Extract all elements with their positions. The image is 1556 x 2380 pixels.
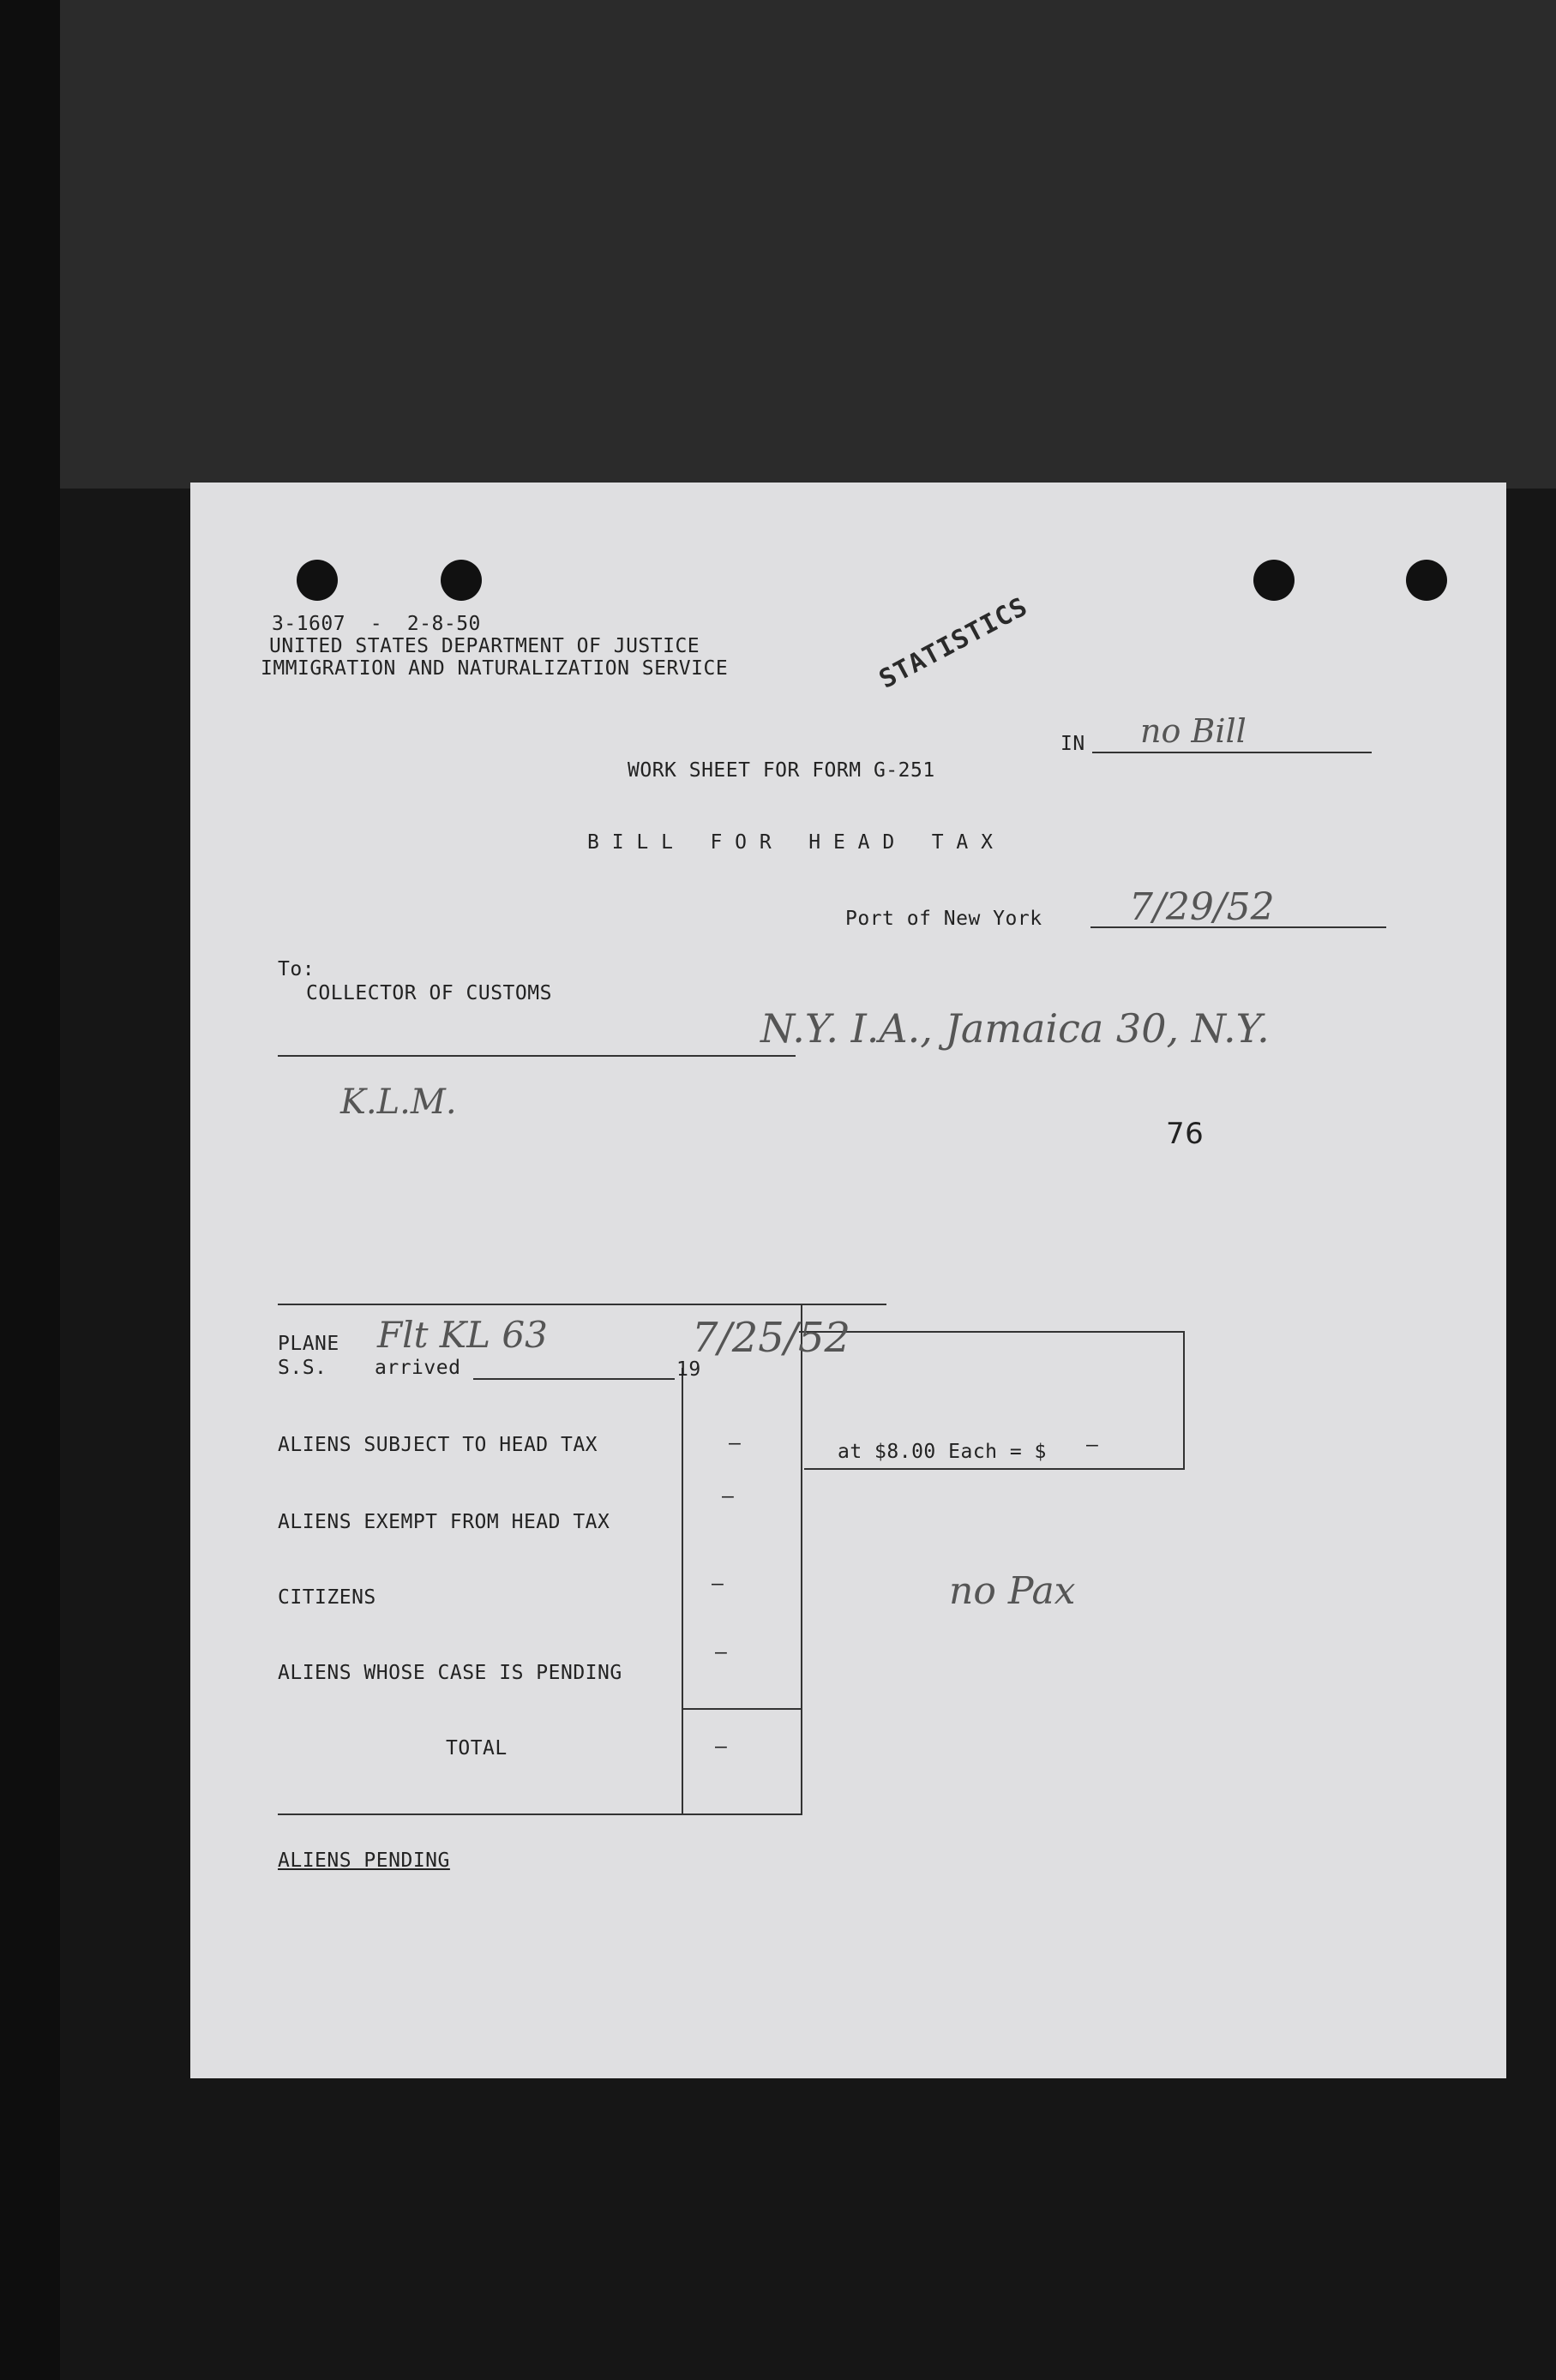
row-value-subject: — (729, 1432, 742, 1454)
punch-hole-2 (441, 560, 482, 601)
form-subtitle: B I L L F O R H E A D T A X (587, 831, 994, 854)
rate-box-right (1183, 1331, 1185, 1468)
form-title: WORK SHEET FOR FORM G-251 (628, 759, 935, 782)
row-label-exempt: ALIENS EXEMPT FROM HEAD TAX (278, 1511, 610, 1533)
value-column-left (682, 1368, 683, 1813)
row-value-citizens: — (712, 1573, 724, 1595)
service-name: IMMIGRATION AND NATURALIZATION SERVICE (261, 657, 729, 680)
punch-hole-1 (297, 560, 338, 601)
plane-label: PLANE (278, 1333, 339, 1355)
punch-hole-3 (1253, 560, 1295, 601)
total-value: — (715, 1736, 728, 1758)
aliens-pending-label: ALIENS PENDING (278, 1849, 450, 1872)
row-label-citizens: CITIZENS (278, 1586, 376, 1609)
row-value-pending: — (715, 1641, 728, 1664)
rate-box-top (799, 1331, 1185, 1333)
in-value: no Bill (1140, 712, 1247, 750)
form-sheet (190, 483, 1506, 2078)
in-label: IN (1060, 733, 1085, 755)
table-bottom-line (278, 1813, 802, 1815)
statistics-stamp: STATISTICS (874, 591, 1033, 695)
number-stamp: 76 (1166, 1117, 1205, 1151)
department-name: UNITED STATES DEPARTMENT OF JUSTICE (269, 635, 700, 657)
row-label-pending: ALIENS WHOSE CASE IS PENDING (278, 1662, 622, 1684)
port-date: 7/29/52 (1129, 885, 1275, 929)
collector-address: N.Y. I.A., Jamaica 30, N.Y. (760, 1005, 1270, 1052)
arrived-label: arrived (375, 1357, 461, 1379)
table-top-line (278, 1304, 886, 1305)
rate-box-bottom (804, 1468, 1185, 1470)
scanner-background (60, 0, 1556, 489)
collector-label: COLLECTOR OF CUSTOMS (306, 982, 552, 1004)
rate-value: — (1086, 1434, 1099, 1456)
punch-hole-4 (1406, 560, 1447, 601)
arrival-date: 7/25/52 (692, 1314, 851, 1362)
form-number: 3-1607 - 2-8-50 (272, 613, 481, 635)
flight-number: Flt KL 63 (377, 1314, 548, 1356)
no-pax-note: no Pax (949, 1569, 1076, 1613)
port-label: Port of New York (845, 908, 1042, 930)
arrived-line (473, 1378, 675, 1380)
value-column-right (801, 1304, 802, 1813)
carrier-name: K.L.M. (340, 1082, 457, 1122)
total-divider (682, 1708, 802, 1710)
ss-label: S.S. (278, 1357, 327, 1379)
to-label: To: (278, 958, 315, 980)
in-line (1092, 752, 1372, 753)
row-label-subject: ALIENS SUBJECT TO HEAD TAX (278, 1434, 598, 1456)
year-prefix: 19 (676, 1358, 701, 1381)
rate-text: at $8.00 Each = $ (838, 1441, 1047, 1463)
total-label: TOTAL (446, 1737, 508, 1760)
scanner-edge (0, 0, 60, 2380)
collector-line (278, 1055, 796, 1057)
row-value-exempt: — (722, 1485, 735, 1508)
